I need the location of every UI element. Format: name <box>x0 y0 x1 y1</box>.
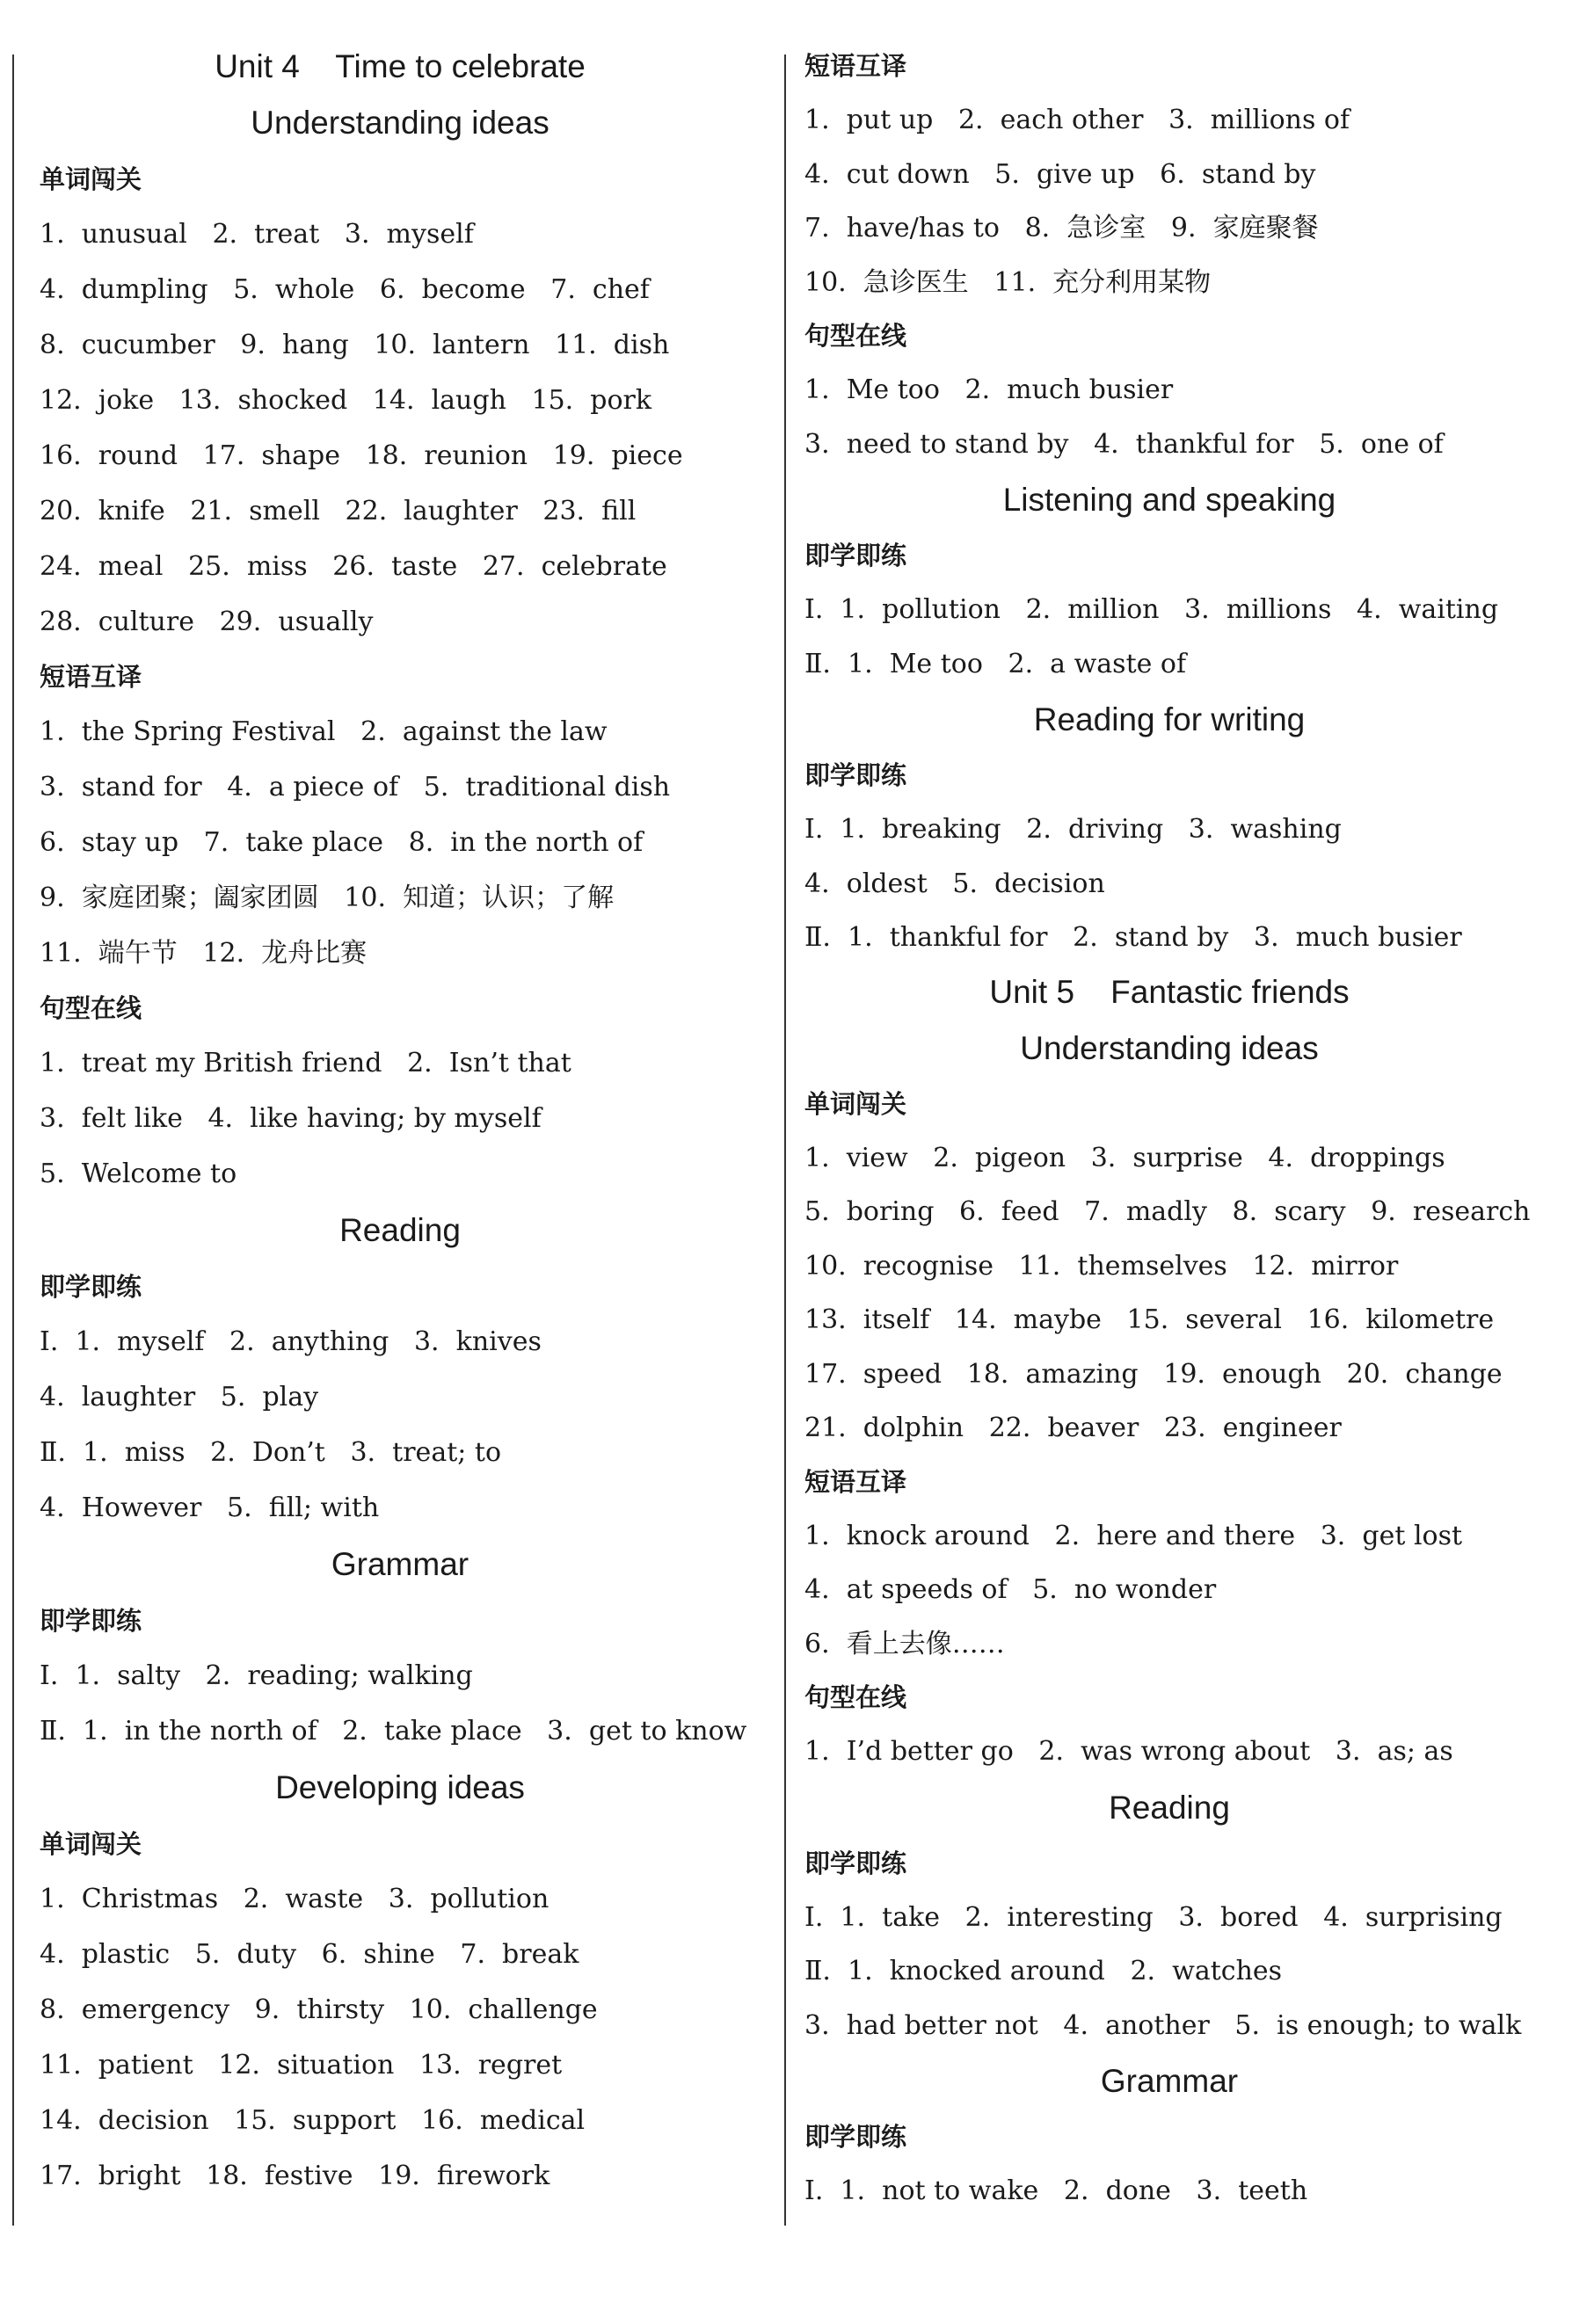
answer-line: 4. oldest 5. decision <box>804 868 1105 899</box>
section-title: Listening and speaking <box>1002 482 1336 518</box>
answer-line: Ⅱ. 1. knocked around 2. watches <box>804 1956 1283 1986</box>
answer-line: 10. recognise 11. themselves 12. mirror <box>804 1250 1399 1282</box>
answer-line: 11. 端午节 12. 龙舟比赛 <box>40 938 368 969</box>
answer-line: Ⅱ. 1. thankful for 2. stand by 3. much busier <box>804 922 1462 953</box>
answer-line: Ⅰ. 1. not to wake 2. done 3. teeth <box>804 2175 1308 2206</box>
subsection-heading: 即学即练 <box>40 1272 142 1302</box>
answer-line: Ⅱ. 1. miss 2. Don’t 3. treat; to <box>40 1437 502 1468</box>
answer-line: 1. knock around 2. here and there 3. get lost <box>804 1520 1463 1551</box>
answer-line: 17. speed 18. amazing 19. enough 20. change <box>804 1358 1503 1390</box>
answer-line: 1. Christmas 2. waste 3. pollution <box>40 1884 550 1914</box>
unit-title: Unit 4 Time to celebrate <box>215 48 586 84</box>
answer-line: 5. boring 6. feed 7. madly 8. scary 9. research <box>804 1196 1531 1227</box>
section-title: Understanding ideas <box>251 105 550 141</box>
section-title: Reading <box>339 1212 461 1248</box>
subsection-heading: 句型在线 <box>40 993 142 1023</box>
answer-line: 4. dumpling 5. whole 6. become 7. chef <box>40 274 650 305</box>
unit-title: Unit 5 Fantastic friends <box>989 973 1350 1010</box>
subsection-heading: 单词闯关 <box>40 164 142 194</box>
answer-line: 1. put up 2. each other 3. millions of <box>804 105 1350 135</box>
answer-line: 1. view 2. pigeon 3. surprise 4. droppings <box>804 1142 1445 1173</box>
answer-line: 6. stay up 7. take place 8. in the north of <box>40 827 644 858</box>
subsection-heading: 单词闯关 <box>804 1088 907 1119</box>
subsection-heading: 短语互译 <box>804 51 907 81</box>
answer-line: 14. decision 15. support 16. medical <box>40 2105 586 2136</box>
section-title: Reading for writing <box>1033 701 1306 737</box>
subsection-heading: 即学即练 <box>804 760 907 790</box>
column-divider <box>784 54 786 2226</box>
section-title: Grammar <box>1100 2063 1239 2099</box>
answer-line: 4. laughter 5. play <box>40 1382 319 1413</box>
subsection-heading: 即学即练 <box>804 541 907 570</box>
section-title: Reading <box>1109 1789 1230 1826</box>
answer-line: 1. the Spring Festival 2. against the law <box>40 716 608 747</box>
answer-line: 8. cucumber 9. hang 10. lantern 11. dish <box>40 330 670 360</box>
right-column <box>804 40 1534 2219</box>
subsection-heading: 即学即练 <box>804 1848 907 1878</box>
answer-line: 4. plastic 5. duty 6. shine 7. break <box>40 1939 579 1970</box>
subsection-heading: 即学即练 <box>40 1606 142 1636</box>
answer-line: Ⅱ. 1. in the north of 2. take place 3. get to know <box>40 1716 747 1747</box>
section-title: Developing ideas <box>275 1769 525 1805</box>
answer-line: Ⅰ. 1. pollution 2. million 3. millions 4. waiting <box>804 594 1499 625</box>
subsection-heading: 即学即练 <box>804 2122 907 2152</box>
answer-line: 24. meal 25. miss 26. taste 27. celebrate <box>40 551 667 582</box>
subsection-heading: 单词闯关 <box>40 1829 142 1859</box>
section-title: Understanding ideas <box>1020 1029 1319 1066</box>
answer-line: 13. itself 14. maybe 15. several 16. kilometre <box>804 1304 1495 1335</box>
answer-line: 11. patient 12. situation 13. regret <box>40 2050 563 2081</box>
answer-line: 3. stand for 4. a piece of 5. traditional dish <box>40 772 671 803</box>
answer-line: 9. 家庭团聚；阖家团圆 10. 知道；认识；了解 <box>40 882 615 913</box>
left-column <box>40 40 761 2204</box>
answer-line: 7. have/has to 8. 急诊室 9. 家庭聚餐 <box>804 213 1319 243</box>
answer-line: 1. I’d better go 2. was wrong about 3. as; as <box>804 1736 1453 1767</box>
answer-line: 4. at speeds of 5. no wonder <box>804 1574 1217 1605</box>
answer-line: 12. joke 13. shocked 14. laugh 15. pork <box>40 385 652 416</box>
subsection-heading: 短语互译 <box>804 1466 907 1497</box>
answer-line: 3. felt like 4. like having; by myself <box>40 1103 542 1134</box>
answer-line: 1. treat my British friend 2. Isn’t that <box>40 1048 571 1078</box>
answer-line: Ⅰ. 1. breaking 2. driving 3. washing <box>804 814 1342 845</box>
answer-line: 8. emergency 9. thirsty 10. challenge <box>40 1994 598 2025</box>
answer-line: Ⅱ. 1. Me too 2. a waste of <box>804 648 1187 679</box>
answer-line: 28. culture 29. usually <box>40 606 374 637</box>
answer-line: 21. dolphin 22. beaver 23. engineer <box>804 1413 1342 1443</box>
answer-line: 1. unusual 2. treat 3. myself <box>40 219 474 250</box>
answer-line: 16. round 17. shape 18. reunion 19. piece <box>40 440 683 471</box>
subsection-heading: 句型在线 <box>804 321 907 351</box>
answer-line: 3. had better not 4. another 5. is enough; to walk <box>804 2009 1522 2041</box>
answer-line: 4. cut down 5. give up 6. stand by <box>804 158 1316 190</box>
answer-line: 5. Welcome to <box>40 1158 237 1189</box>
subsection-heading: 短语互译 <box>40 662 142 692</box>
answer-line: 4. However 5. fill; with <box>40 1492 380 1523</box>
answer-line: 10. 急诊医生 11. 充分利用某物 <box>804 266 1212 298</box>
answer-line: Ⅰ. 1. myself 2. anything 3. knives <box>40 1326 542 1357</box>
answer-line: 6. 看上去像…… <box>804 1628 1005 1659</box>
answer-line: 1. Me too 2. much busier <box>804 374 1174 405</box>
answer-line: 3. need to stand by 4. thankful for 5. one of <box>804 428 1444 460</box>
answer-line: Ⅰ. 1. salty 2. reading; walking <box>40 1660 473 1691</box>
section-title: Grammar <box>331 1546 469 1582</box>
left-margin-rule <box>12 54 14 2226</box>
subsection-heading: 句型在线 <box>804 1682 907 1712</box>
answer-line: 17. bright 18. festive 19. firework <box>40 2161 550 2191</box>
answer-line: Ⅰ. 1. take 2. interesting 3. bored 4. surprising <box>804 1901 1503 1933</box>
answer-line: 20. knife 21. smell 22. laughter 23. fill <box>40 496 637 527</box>
